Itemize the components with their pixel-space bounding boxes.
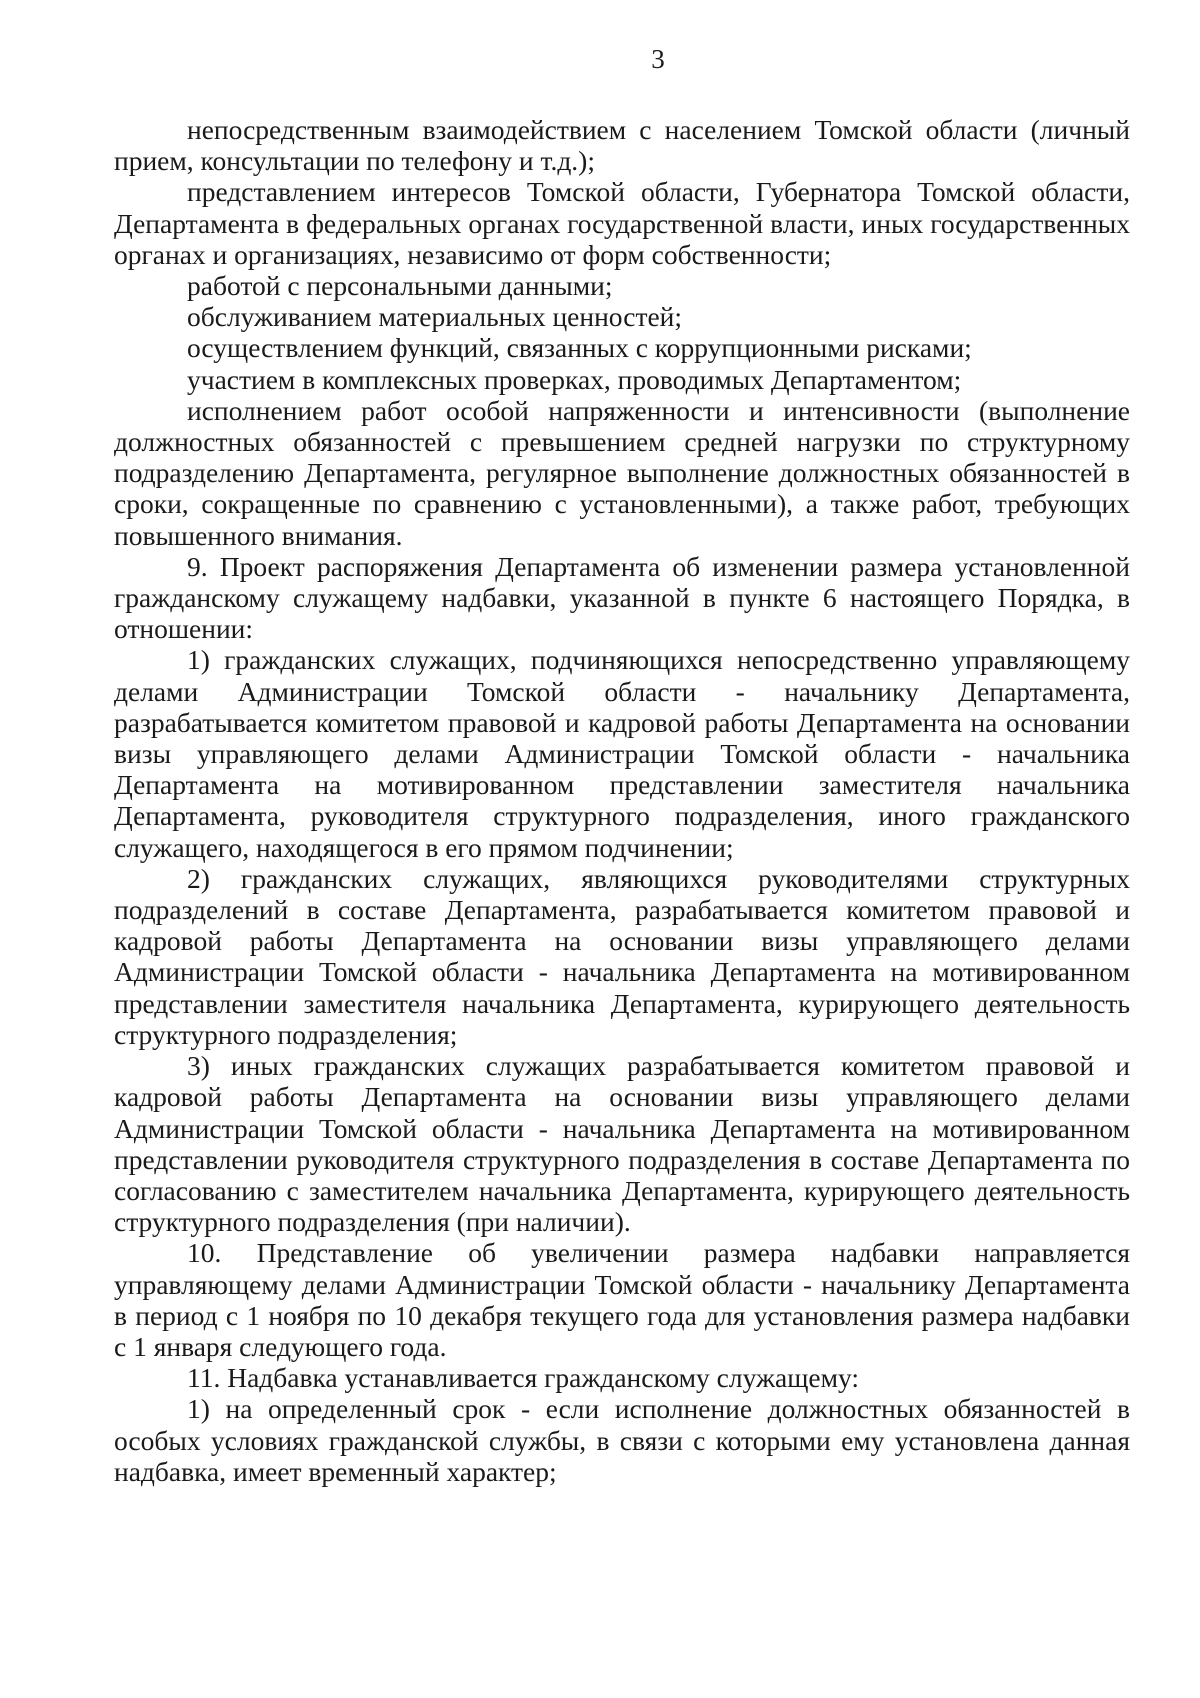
paragraph-corruption-risks: осуществлением функций, связанных с коррупционными рисками; [187,332,972,364]
paragraph-direct-interaction: непосредственным взаимодействием с населением Томской области (личный прием, консультации по телефону и т.д.); [114,114,1130,177]
paragraph-item-11: 11. Надбавка устанавливается гражданскому служащему: [187,1362,860,1394]
paragraph-item-9-3: 3) иных гражданских служащих разрабатывается комитетом правовой и кадровой работы Департамента на основании визы управляющего делами Администрации Томской области - начальника Департамента на мотивированном представлении руководителя структурного подразделения в составе Департамента по согласованию с заместителем начальника Департамента, курирующего деятельность структурного подразделения (при наличии). [114,1050,1130,1238]
paragraph-special-intensity: исполнением работ особой напряженности и интенсивности (выполнение должностных обязанностей с превышением средней нагрузки по структурному подразделению Департамента, регулярное выполнение должностных обязанностей в сроки, сокращенные по сравнению с установленными), а также работ, требующих повышенного внимания. [114,394,1130,551]
paragraph-item-10: 10. Представление об увеличении размера надбавки направляется управляющему делами Администрации Томской области - начальнику Департамента в период с 1 ноября по 10 декабря текущего года для установления размера надбавки с 1 января следующего года. [114,1237,1130,1362]
paragraph-item-9-2: 2) гражданских служащих, являющихся руководителями структурных подразделений в составе Департамента, разрабатывается комитетом правовой и кадровой работы Департамента на основании визы управляющего делами Администрации Томской области - начальника Департамента на мотивированном представлении заместителя начальника Департамента, курирующего деятельность структурного подразделения; [114,862,1130,1050]
paragraph-item-9-1: 1) гражданских служащих, подчиняющихся непосредственно управляющему делами Администрации Томской области - начальнику Департамента, разрабатывается комитетом правовой и кадровой работы Департамента на основании визы управляющего делами Администрации Томской области - начальника Департамента на мотивированном представлении заместителя начальника Департамента, руководителя структурного подразделения, иного гражданского служащего, находящегося в его прямом подчинении; [114,644,1130,863]
paragraph-material-values: обслуживанием материальных ценностей; [187,301,683,333]
paragraph-personal-data: работой с персональными данными; [187,270,613,302]
paragraph-item-9: 9. Проект распоряжения Департамента об изменении размера установленной гражданскому служащему надбавки, указанной в пункте 6 настоящего Порядка, в отношении: [114,550,1130,645]
paragraph-item-11-1: 1) на определенный срок - если исполнение должностных обязанностей в особых условиях гражданской службы, в связи с которыми ему установлена данная надбавка, имеет временный характер; [114,1393,1130,1487]
document-body [114,114,1130,1487]
paragraph-representation: представлением интересов Томской области, Губернатора Томской области, Департамента в федеральных органах государственной власти, иных государственных органах и организациях, независимо от форм собственности; [114,176,1130,270]
page-number: 3 [651,44,665,74]
paragraph-inspections: участием в комплексных проверках, проводимых Департаментом; [187,363,962,395]
